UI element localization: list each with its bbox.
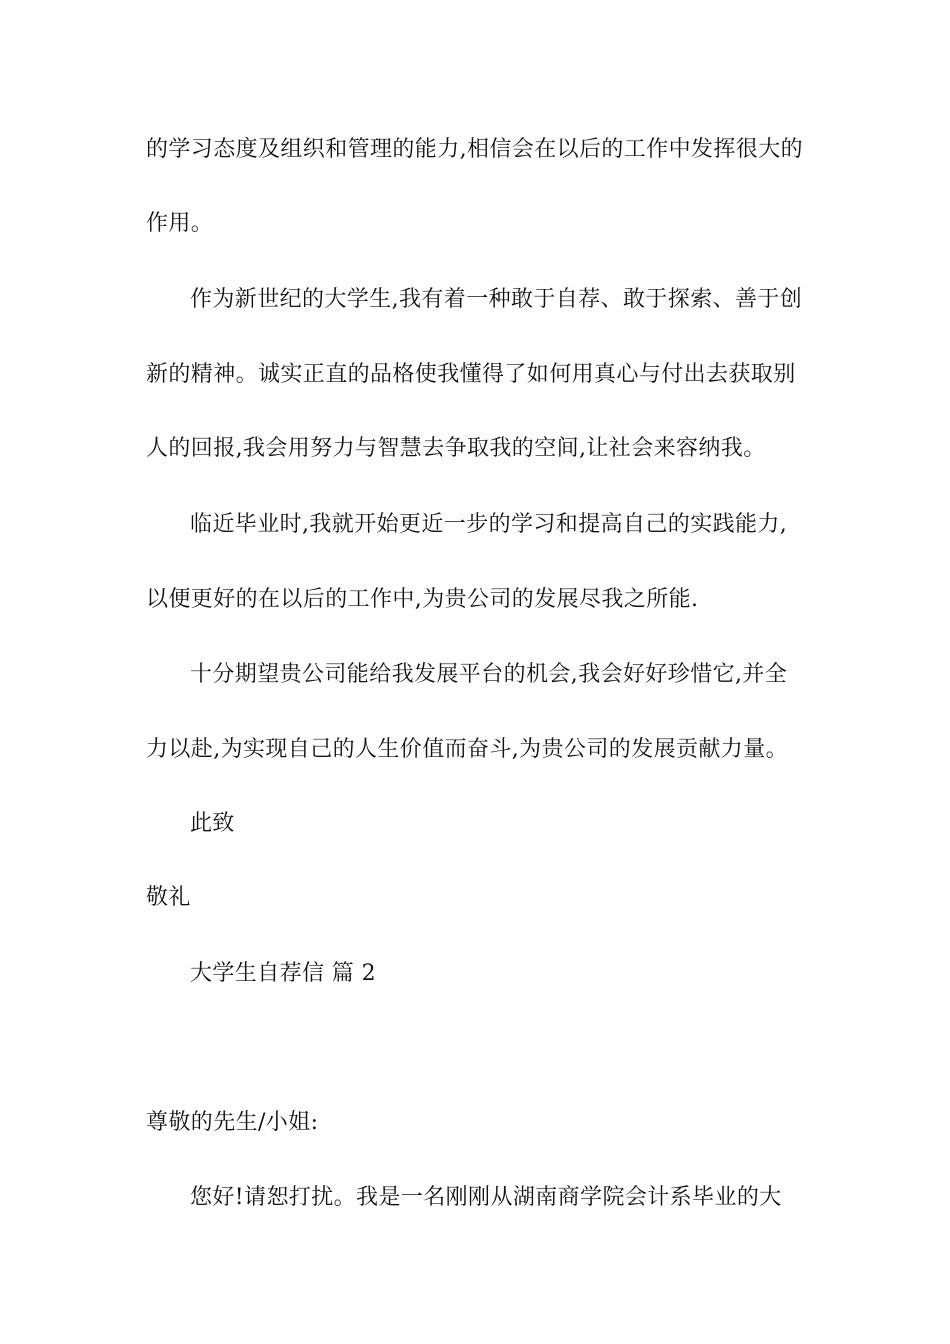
greeting-line: 尊敬的先生/小姐: bbox=[146, 1110, 319, 1135]
paragraph-line: 作为新世纪的大学生,我有着一种敢于自荐、敢于探索、善于创 bbox=[190, 287, 803, 312]
paragraph-line: 新的精神。诚实正直的品格使我懂得了如何用真心与付出去获取别 bbox=[146, 362, 796, 387]
paragraph-line: 力以赴,为实现自己的人生价值而奋斗,为贵公司的发展贡献力量。 bbox=[146, 737, 788, 762]
paragraph-line: 十分期望贵公司能给我发展平台的机会,我会好好珍惜它,并全 bbox=[190, 662, 788, 687]
paragraph-line: 以便更好的在以后的工作中,为贵公司的发展尽我之所能. bbox=[146, 587, 699, 612]
closing-regards: 敬礼 bbox=[146, 885, 191, 910]
paragraph-line: 作用。 bbox=[146, 211, 214, 236]
paragraph-line: 您好!请恕打扰。我是一名刚刚从湖南商学院会计系毕业的大 bbox=[190, 1185, 782, 1210]
paragraph-line: 临近毕业时,我就开始更近一步的学习和提高自己的实践能力, bbox=[190, 512, 788, 537]
section-heading: 大学生自荐信 篇 2 bbox=[190, 961, 376, 986]
paragraph-line: 人的回报,我会用努力与智慧去争取我的空间,让社会来容纳我。 bbox=[146, 436, 766, 461]
closing-salutation: 此致 bbox=[190, 811, 235, 836]
paragraph-line: 的学习态度及组织和管理的能力,相信会在以后的工作中发挥很大的 bbox=[146, 137, 803, 162]
